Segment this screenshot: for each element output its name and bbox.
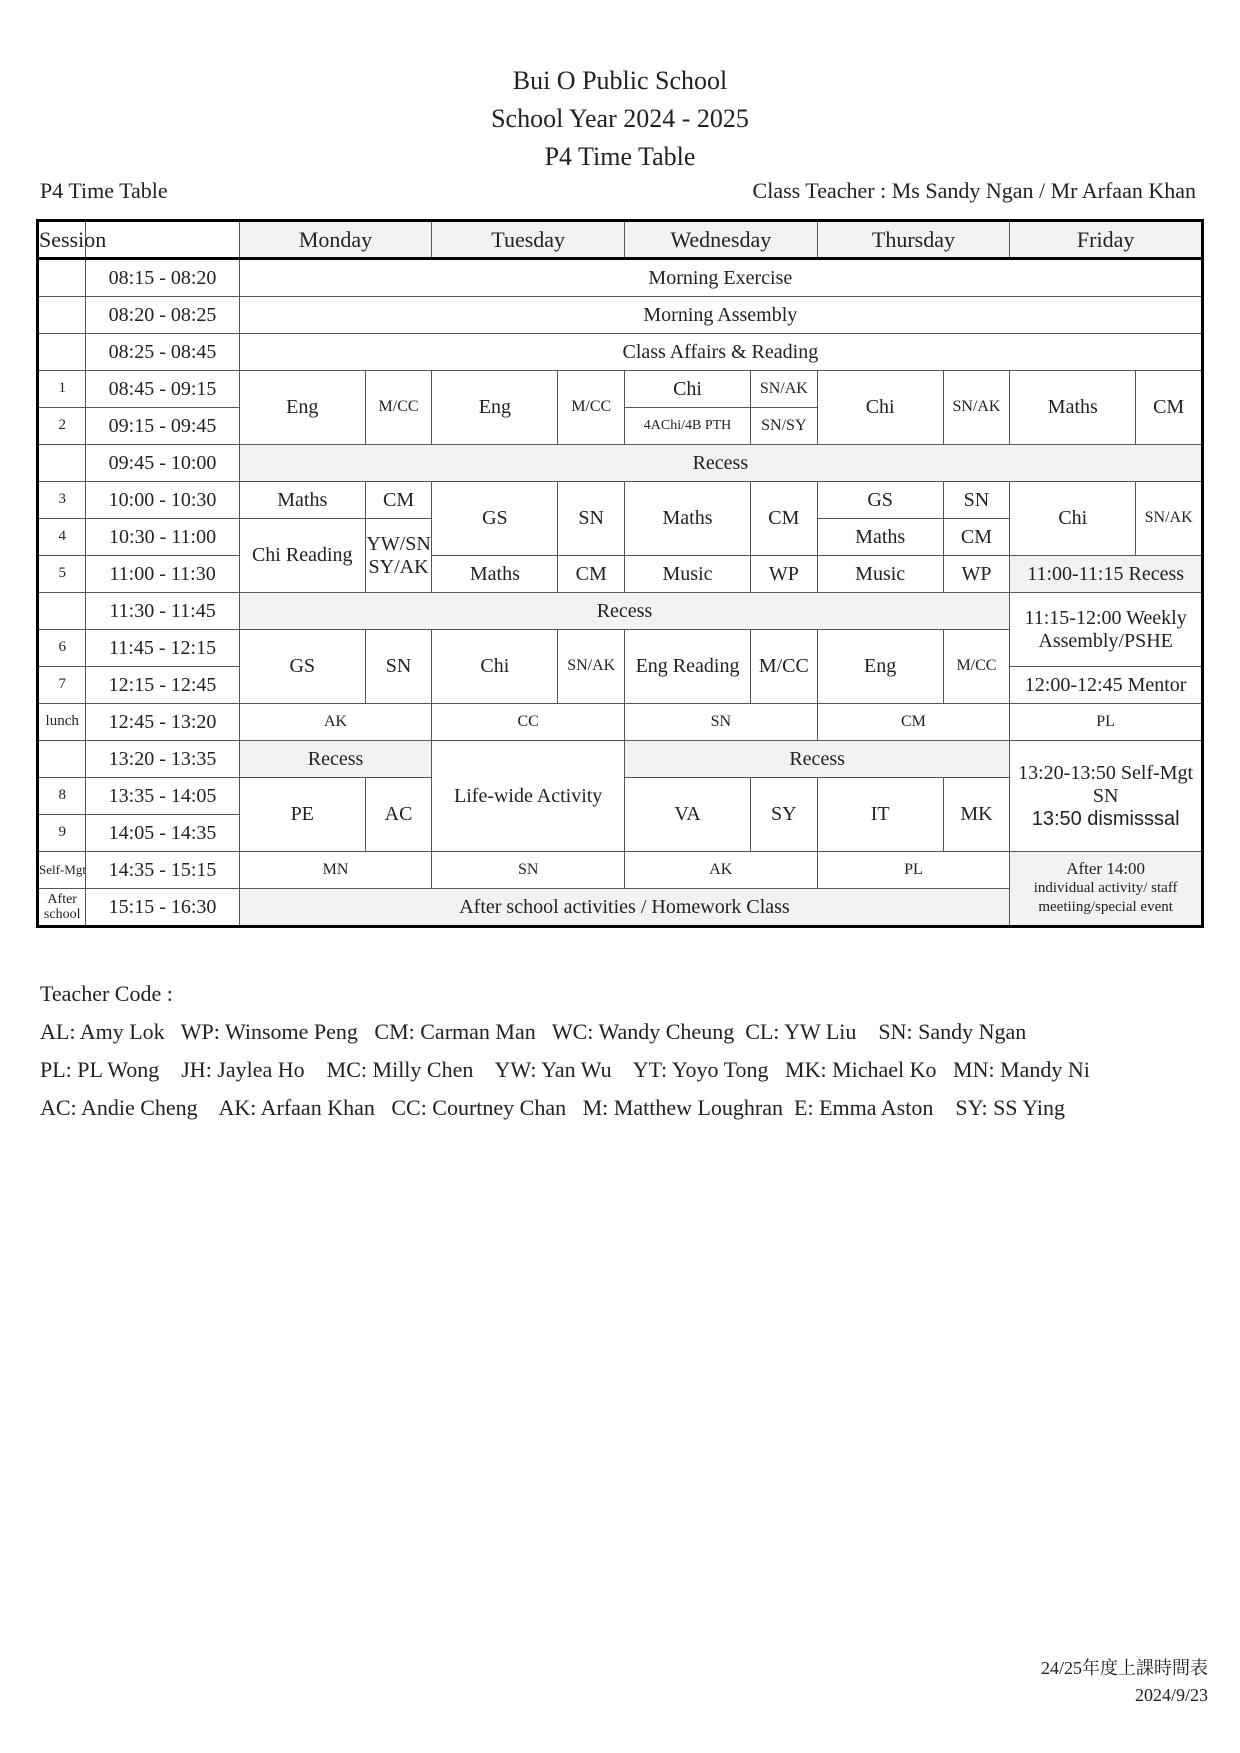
- teacher-cell: M/CC: [751, 630, 818, 704]
- table-row: [38, 593, 1203, 630]
- time-cell: 11:30 - 11:45: [86, 593, 239, 630]
- teacher-cell: SN/AK: [558, 630, 625, 704]
- teacher-code-line: PL: PL Wong JH: Jaylea Ho MC: Milly Chen YW: Yan Wu YT: Yoyo Tong MK: Michael Ko MN: Mandy Ni: [40, 1057, 1090, 1082]
- subject-cell: 4AChi/4B PTH: [624, 408, 750, 445]
- subject-cell: GS: [817, 482, 943, 519]
- subject-cell: Maths: [239, 482, 365, 519]
- class-affairs-cell: Class Affairs & Reading: [239, 334, 1202, 371]
- subject-cell: Chi: [432, 630, 558, 704]
- subject-cell: Maths: [1010, 371, 1136, 445]
- subject-cell: VA: [624, 778, 750, 852]
- time-cell: 11:00 - 11:30: [86, 556, 239, 593]
- recess-cell: Recess: [239, 741, 432, 778]
- session-cell: 4: [38, 519, 86, 556]
- teacher-cell: CM: [751, 482, 818, 556]
- footer-doc-title: 24/25年度上課時間表: [1040, 1658, 1208, 1678]
- session-cell: [38, 297, 86, 334]
- friday-self-mgt-time: 13:20-13:50 Self-Mgt: [1018, 761, 1194, 784]
- day-header-monday: Monday: [239, 221, 432, 259]
- session-cell: 3: [38, 482, 86, 519]
- friday-dismissal: 13:50 dismisssal: [1031, 807, 1180, 830]
- footer: [1041, 1655, 1208, 1709]
- teacher-cell: SN/SY: [751, 408, 818, 445]
- teacher-cell: [365, 519, 432, 593]
- self-mgt-teacher-tuesday: SN: [432, 852, 625, 889]
- teacher-code-line: AL: Amy Lok WP: Winsome Peng CM: Carman Man WC: Wandy Cheung CL: YW Liu SN: Sandy Ngan: [40, 1019, 1027, 1044]
- self-mgt-teacher-monday: MN: [239, 852, 432, 889]
- subject-cell: Chi: [624, 371, 750, 408]
- day-header-friday: Friday: [1010, 221, 1203, 259]
- time-cell: 14:35 - 15:15: [86, 852, 239, 889]
- school-name: Bui O Public School: [512, 66, 728, 95]
- session-cell: 9: [38, 815, 86, 852]
- table-row: [38, 852, 1203, 889]
- time-cell: 10:00 - 10:30: [86, 482, 239, 519]
- time-cell: 15:15 - 16:30: [86, 889, 239, 927]
- teacher-cell: M/CC: [558, 371, 625, 445]
- subject-cell: Maths: [624, 482, 750, 556]
- time-cell: 08:20 - 08:25: [86, 297, 239, 334]
- life-wide-activity-cell: Life-wide Activity: [432, 741, 625, 852]
- teacher-cell: M/CC: [365, 371, 432, 445]
- teacher-cell: SY: [751, 778, 818, 852]
- morning-assembly-cell: Morning Assembly: [239, 297, 1202, 334]
- morning-exercise-cell: Morning Exercise: [239, 259, 1202, 297]
- subject-cell: GS: [239, 630, 365, 704]
- table-row: [38, 259, 1203, 297]
- lunch-teacher-wednesday: SN: [624, 704, 817, 741]
- subject-cell: Eng: [432, 371, 558, 445]
- friday-after-title: After 14:00: [1066, 859, 1146, 879]
- recess-cell: Recess: [624, 741, 1009, 778]
- teacher-cell: SN: [943, 482, 1010, 519]
- time-cell: 08:15 - 08:20: [86, 259, 239, 297]
- teacher-cell: SN/AK: [943, 371, 1010, 445]
- teacher-cell: M/CC: [943, 630, 1010, 704]
- table-row: [38, 334, 1203, 371]
- session-cell: 1: [38, 371, 86, 408]
- subject-cell: Chi Reading: [239, 519, 365, 593]
- table-row: [38, 741, 1203, 778]
- recess-cell: Recess: [239, 445, 1202, 482]
- subject-cell: IT: [817, 778, 943, 852]
- session-cell: After school: [38, 889, 86, 927]
- table-row: [38, 297, 1203, 334]
- table-row: [38, 371, 1203, 408]
- teacher-code-label: Teacher Code :: [40, 981, 173, 1006]
- subject-cell: Music: [624, 556, 750, 593]
- subject-cell: Music: [817, 556, 943, 593]
- time-header: [86, 221, 239, 259]
- teacher-cell: CM: [558, 556, 625, 593]
- teacher-cell: CM: [365, 482, 432, 519]
- session-cell: lunch: [38, 704, 86, 741]
- document-header: [0, 62, 1240, 176]
- table-row: [38, 482, 1203, 519]
- teacher-code-line: AC: Andie Cheng AK: Arfaan Khan CC: Courtney Chan M: Matthew Loughran E: Emma Aston SY: SS Ying: [40, 1095, 1066, 1120]
- teacher-cell: WP: [943, 556, 1010, 593]
- friday-after-desc: individual activity/ staff meetiing/special event: [1033, 879, 1178, 916]
- session-cell: [38, 593, 86, 630]
- friday-weekly-assembly-cell: 11:15-12:00 Weekly Assembly/PSHE: [1010, 593, 1203, 667]
- teacher-code: SY/AK: [368, 555, 429, 578]
- time-cell: 08:45 - 09:15: [86, 371, 239, 408]
- teacher-cell: SN/AK: [751, 371, 818, 408]
- teacher-cell: WP: [751, 556, 818, 593]
- session-cell: [38, 259, 86, 297]
- time-cell: 09:45 - 10:00: [86, 445, 239, 482]
- time-cell: 13:20 - 13:35: [86, 741, 239, 778]
- time-cell: 12:45 - 13:20: [86, 704, 239, 741]
- session-cell: 5: [38, 556, 86, 593]
- subject-cell: GS: [432, 482, 558, 556]
- subject-cell: Eng: [239, 371, 365, 445]
- friday-self-mgt-cell: [1010, 741, 1203, 852]
- day-header-wednesday: Wednesday: [624, 221, 817, 259]
- teacher-cell: SN: [365, 630, 432, 704]
- teacher-code: YW/SN: [366, 532, 431, 555]
- time-cell: 09:15 - 09:45: [86, 408, 239, 445]
- self-mgt-teacher-wednesday: AK: [624, 852, 817, 889]
- subject-cell: Eng Reading: [624, 630, 750, 704]
- session-cell: 7: [38, 667, 86, 704]
- teacher-cell: AC: [365, 778, 432, 852]
- subject-cell: Maths: [432, 556, 558, 593]
- table-row: [38, 704, 1203, 741]
- session-cell: 2: [38, 408, 86, 445]
- table-row: [38, 445, 1203, 482]
- teacher-cell: CM: [943, 519, 1010, 556]
- session-cell: [38, 445, 86, 482]
- self-mgt-teacher-thursday: PL: [817, 852, 1010, 889]
- subject-cell: PE: [239, 778, 365, 852]
- time-cell: 08:25 - 08:45: [86, 334, 239, 371]
- time-cell: 13:35 - 14:05: [86, 778, 239, 815]
- friday-self-mgt-teacher: SN: [1092, 784, 1119, 807]
- subject-cell: Eng: [817, 630, 943, 704]
- subject-cell: Chi: [817, 371, 943, 445]
- teacher-code-legend: [40, 975, 1090, 1127]
- lunch-teacher-tuesday: CC: [432, 704, 625, 741]
- time-cell: 10:30 - 11:00: [86, 519, 239, 556]
- after-school-cell: After school activities / Homework Class: [239, 889, 1010, 927]
- lunch-teacher-thursday: CM: [817, 704, 1010, 741]
- teacher-cell: CM: [1136, 371, 1203, 445]
- session-cell: [38, 741, 86, 778]
- session-cell: 6: [38, 630, 86, 667]
- session-cell: Self-Mgt: [38, 852, 86, 889]
- time-cell: 14:05 - 14:35: [86, 815, 239, 852]
- teacher-cell: MK: [943, 778, 1010, 852]
- timetable: [36, 219, 1204, 928]
- table-row: [38, 556, 1203, 593]
- teacher-cell: SN: [558, 482, 625, 556]
- friday-after-cell: [1010, 852, 1203, 927]
- table-header-row: [38, 221, 1203, 259]
- session-header: Session: [38, 221, 86, 259]
- recess-cell: Recess: [239, 593, 1010, 630]
- friday-mentor-cell: 12:00-12:45 Mentor: [1010, 667, 1203, 704]
- class-teacher: Class Teacher : Ms Sandy Ngan / Mr Arfaan Khan: [752, 178, 1196, 203]
- friday-recess-cell: 11:00-11:15 Recess: [1010, 556, 1203, 593]
- time-cell: 12:15 - 12:45: [86, 667, 239, 704]
- session-cell: 8: [38, 778, 86, 815]
- session-cell: [38, 334, 86, 371]
- document-title: P4 Time Table: [544, 142, 696, 171]
- timetable-label: P4 Time Table: [40, 178, 168, 203]
- day-header-tuesday: Tuesday: [432, 221, 625, 259]
- time-cell: 11:45 - 12:15: [86, 630, 239, 667]
- lunch-teacher-monday: AK: [239, 704, 432, 741]
- subject-cell: Maths: [817, 519, 943, 556]
- lunch-teacher-friday: PL: [1010, 704, 1203, 741]
- teacher-cell: SN/AK: [1136, 482, 1203, 556]
- subject-cell: Chi: [1010, 482, 1136, 556]
- school-year: School Year 2024 - 2025: [491, 104, 749, 133]
- day-header-thursday: Thursday: [817, 221, 1010, 259]
- footer-date: 2024/9/23: [1134, 1685, 1208, 1705]
